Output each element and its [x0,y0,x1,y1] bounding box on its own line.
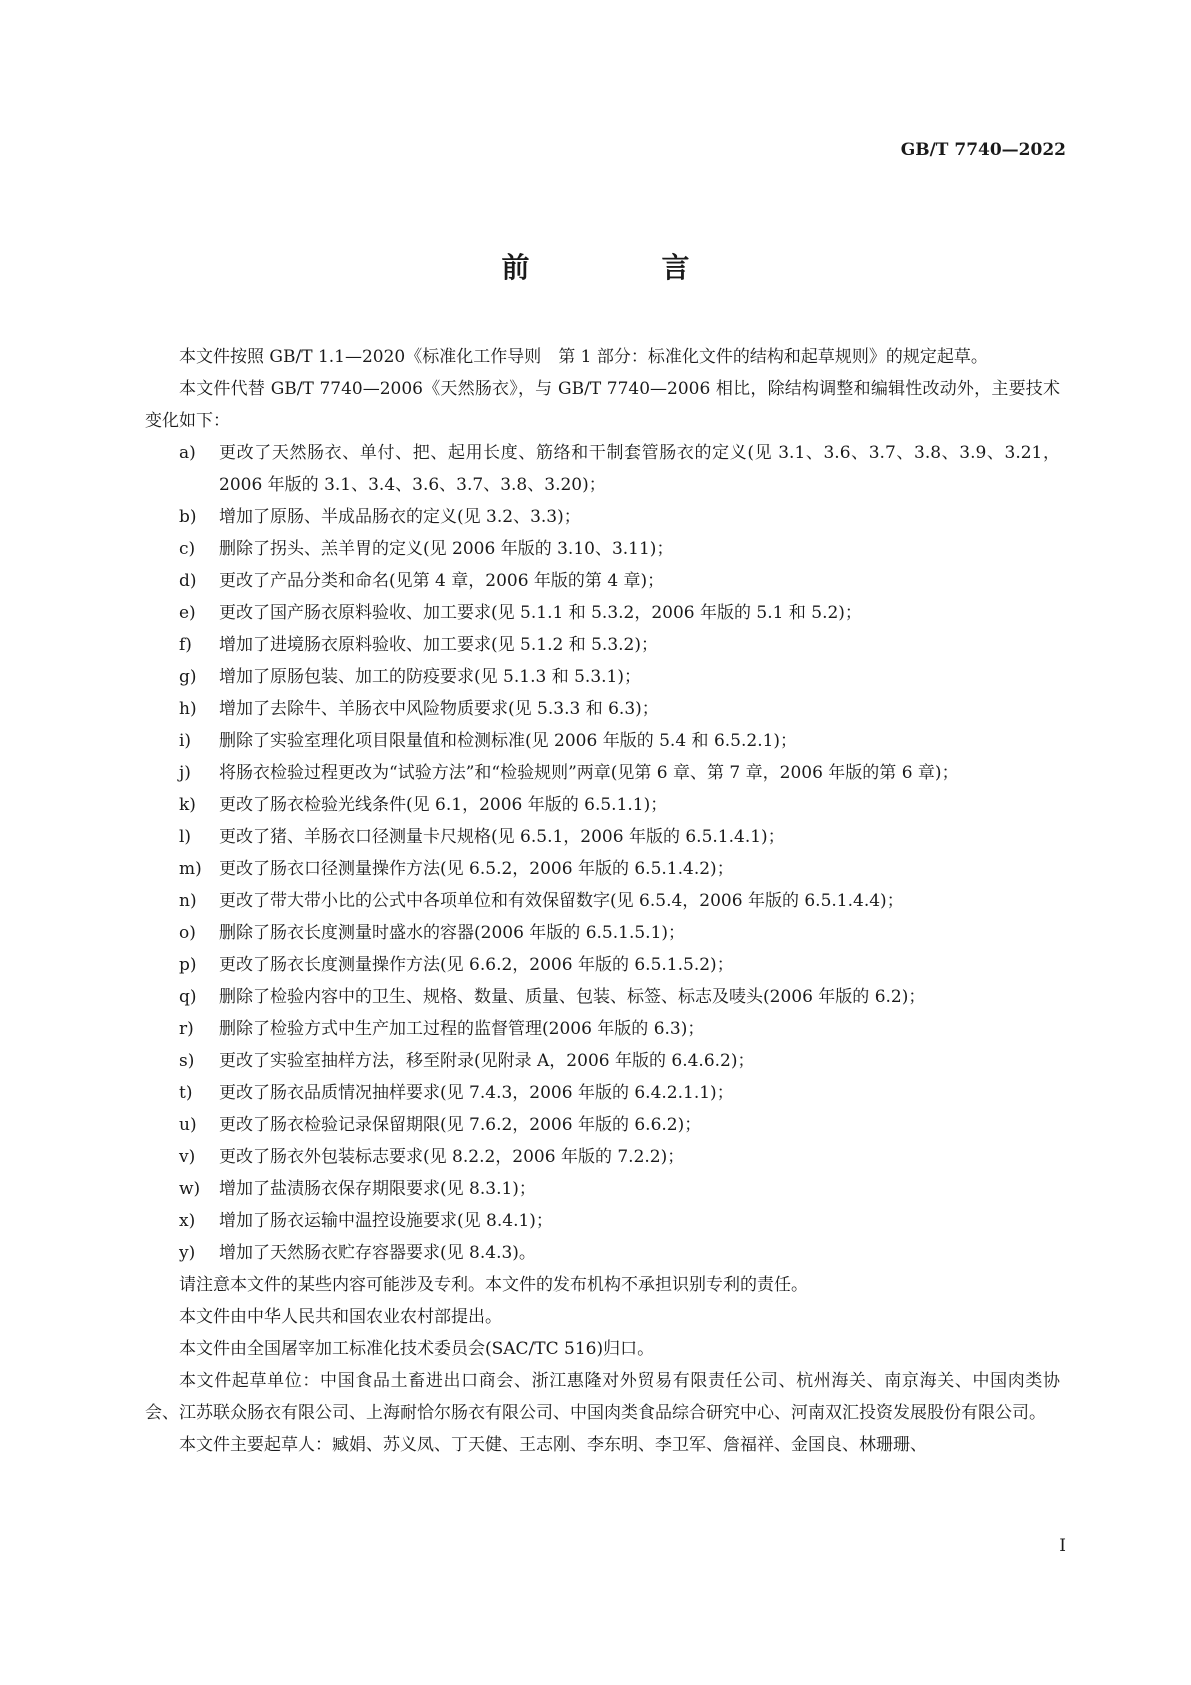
list-item-label: l) [179,827,192,847]
list-item-text: 更改了猪、羊肠衣口径测量卡尺规格(见 6.5.1，2006 年版的 6.5.1.4.1)； [219,827,785,847]
list-item [145,1173,1060,1205]
list-item [145,917,1060,949]
intro-paragraphs [145,341,1060,437]
list-item-text: 更改了带大带小比的公式中各项单位和有效保留数字(见 6.5.4，2006 年版的 6.5.1.4.4)； [219,891,904,911]
doc-code: GB/T 7740—2022 [900,140,1066,160]
list-item-label: h) [179,699,197,719]
document-body [145,341,1060,1461]
list-item-text: 删除了检验方式中生产加工过程的监督管理(2006 年版的 6.3)； [219,1019,705,1039]
list-item-label: w) [179,1179,201,1199]
page-title: 前 言 [501,251,742,284]
list-item-label: v) [179,1147,196,1167]
list-item-label: f) [179,635,192,655]
list-item [145,853,1060,885]
paragraph: 本文件由中华人民共和国农业农村部提出。 [179,1307,502,1327]
list-item [145,725,1060,757]
list-item-text: 删除了肠衣长度测量时盛水的容器(2006 年版的 6.5.1.5.1)； [219,923,686,943]
list-item-label: u) [179,1115,197,1135]
list-item-label: c) [179,539,196,559]
list-item-label: i) [179,731,192,751]
list-item [145,1013,1060,1045]
list-item-text: 删除了检验内容中的卫生、规格、数量、质量、包装、标签、标志及唛头(2006 年版的 6.2)； [219,987,926,1007]
list-item [145,565,1060,597]
list-item-text: 删除了实验室理化项目限量值和检测标准(见 2006 年版的 5.4 和 6.5.2.1)； [219,731,798,751]
list-item-label: t) [179,1083,193,1103]
list-item-label: k) [179,795,196,815]
list-item [145,693,1060,725]
list-item-text: 增加了原肠包装、加工的防疫要求(见 5.1.3 和 5.3.1)； [219,667,641,687]
paragraph: 本文件代替 GB/T 7740—2006《天然肠衣》，与 GB/T 7740—2006 相比，除结构调整和编辑性改动外，主要技术变化如下： [145,379,1060,431]
list-item-text: 删除了拐头、羔羊胃的定义(见 2006 年版的 3.10、3.11)； [219,539,674,559]
list-item-label: n) [179,891,197,911]
list-item-text: 更改了肠衣检验光线条件(见 6.1，2006 年版的 6.5.1.1)； [219,795,668,815]
paragraph: 本文件由全国屠宰加工标准化技术委员会(SAC/TC 516)归口。 [179,1339,655,1359]
list-item-text: 更改了肠衣品质情况抽样要求(见 7.4.3，2006 年版的 6.4.2.1.1)； [219,1083,734,1103]
paragraph: 本文件按照 GB/T 1.1—2020《标准化工作导则 第 1 部分：标准化文件的结构和起草规则》的规定起草。 [179,347,988,367]
list-item-text: 增加了盐渍肠衣保存期限要求(见 8.3.1)； [219,1179,536,1199]
paragraph: 请注意本文件的某些内容可能涉及专利。本文件的发布机构不承担识别专利的责任。 [179,1275,808,1295]
list-item-label: r) [179,1019,194,1039]
list-item-text: 更改了肠衣口径测量操作方法(见 6.5.2，2006 年版的 6.5.1.4.2)； [219,859,734,879]
list-item-label: s) [179,1051,195,1071]
list-item-text: 增加了原肠、半成品肠衣的定义(见 3.2、3.3)； [219,507,581,527]
list-item [145,981,1060,1013]
list-item-label: a) [179,443,196,463]
list-item-text: 更改了肠衣外包装标志要求(见 8.2.2，2006 年版的 7.2.2)； [219,1147,685,1167]
list-item [145,501,1060,533]
list-item-text: 增加了天然肠衣贮存容器要求(见 8.4.3)。 [219,1243,536,1263]
list-item-label: y) [179,1243,196,1263]
list-item [145,789,1060,821]
changes-list [145,437,1060,1269]
list-item [145,661,1060,693]
closing-paragraphs [145,1269,1060,1461]
list-item-text: 增加了去除牛、羊肠衣中风险物质要求(见 5.3.3 和 6.3)； [219,699,659,719]
list-item-label: d) [179,571,197,591]
list-item-text: 更改了国产肠衣原料验收、加工要求(见 5.1.1 和 5.3.2，2006 年版的 5.1 和 5.2)； [219,603,862,623]
list-item-text: 更改了肠衣检验记录保留期限(见 7.6.2，2006 年版的 6.6.2)； [219,1115,702,1135]
list-item-label: j) [179,763,191,783]
list-item-label: q) [179,987,197,1007]
paragraph: 本文件起草单位：中国食品土畜进出口商会、浙江惠隆对外贸易有限责任公司、杭州海关、南京海关、中国肉类协会、江苏联众肠衣有限公司、上海耐恰尔肠衣有限公司、中国肉类食品综合研究中心、河南双汇投资发展股份有限公司。 [145,1371,1060,1423]
list-item [145,1109,1060,1141]
list-item [145,1237,1060,1269]
list-item-label: p) [179,955,197,975]
list-item-label: m) [179,859,202,879]
list-item [145,757,1060,789]
list-item-text: 更改了天然肠衣、单付、把、起用长度、筋络和干制套管肠衣的定义(见 3.1、3.6、3.7、3.8、3.9、3.21，2006 年版的 3.1、3.4、3.6、3.7、3.8、3.20)； [219,443,1060,495]
list-item [145,821,1060,853]
list-item-label: o) [179,923,196,943]
list-item-text: 增加了肠衣运输中温控设施要求(见 8.4.1)； [219,1211,553,1231]
list-item-text: 更改了产品分类和命名(见第 4 章，2006 年版的第 4 章)； [219,571,665,591]
list-item [145,1077,1060,1109]
paragraph: 本文件主要起草人：臧娟、苏义凤、丁天健、王志刚、李东明、李卫军、詹福祥、金国良、林珊珊、 [179,1435,927,1455]
list-item-label: g) [179,667,197,687]
list-item [145,533,1060,565]
list-item-text: 更改了实验室抽样方法，移至附录(见附录 A，2006 年版的 6.4.6.2)； [219,1051,755,1071]
list-item [145,437,1060,501]
list-item-label: e) [179,603,196,623]
list-item-label: b) [179,507,197,527]
page-number: I [1059,1536,1066,1556]
list-item [145,949,1060,981]
list-item [145,885,1060,917]
list-item [145,1141,1060,1173]
list-item-text: 将肠衣检验过程更改为“试验方法”和“检验规则”两章(见第 6 章、第 7 章，2006 年版的第 6 章)； [219,763,959,783]
list-item-text: 更改了肠衣长度测量操作方法(见 6.6.2，2006 年版的 6.5.1.5.2)； [219,955,734,975]
list-item-text: 增加了进境肠衣原料验收、加工要求(见 5.1.2 和 5.3.2)； [219,635,658,655]
list-item [145,1205,1060,1237]
list-item [145,597,1060,629]
list-item [145,629,1060,661]
list-item-label: x) [179,1211,196,1231]
list-item [145,1045,1060,1077]
